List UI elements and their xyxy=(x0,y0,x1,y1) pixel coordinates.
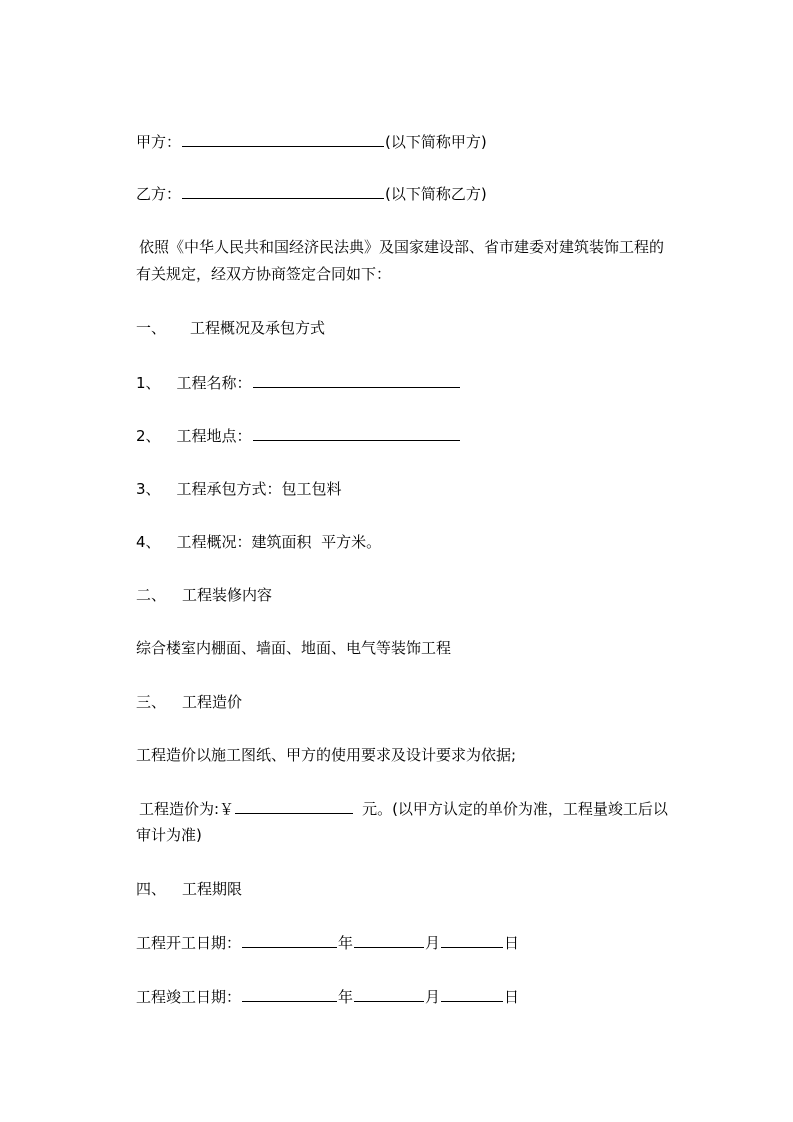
end-month-label: 月 xyxy=(425,988,441,1006)
item-1-number: 1、 xyxy=(136,374,161,392)
party-a-line xyxy=(136,131,487,151)
start-date-label: 工程开工日期： xyxy=(136,934,242,952)
item-3-label: 工程承包方式：包工包料 xyxy=(176,480,342,498)
section-1-number: 一、 xyxy=(136,319,167,337)
end-year-label: 年 xyxy=(338,988,354,1006)
start-month-blank[interactable] xyxy=(354,932,424,948)
start-month-label: 月 xyxy=(425,934,441,952)
section-3-title: 工程造价 xyxy=(182,693,243,711)
item-4-line xyxy=(136,532,381,552)
intro-line-2: 有关规定，经双方协商签定合同如下： xyxy=(136,265,392,283)
party-b-blank[interactable] xyxy=(182,183,384,199)
section-4-number: 四、 xyxy=(136,880,167,898)
item-3-line xyxy=(136,479,342,499)
start-date-line xyxy=(136,932,519,952)
party-a-suffix: (以下简称甲方) xyxy=(385,133,487,151)
end-date-line xyxy=(136,986,519,1006)
section-2-title: 工程装修内容 xyxy=(182,586,273,604)
price-line xyxy=(139,798,668,818)
price-line-2: 审计为准) xyxy=(136,826,202,844)
start-day-blank[interactable] xyxy=(441,932,503,948)
section-2-number: 二、 xyxy=(136,586,167,604)
item-4-number: 4、 xyxy=(136,533,161,551)
party-a-blank[interactable] xyxy=(182,131,384,147)
item-2-line xyxy=(136,425,461,445)
item-2-label: 工程地点： xyxy=(176,427,252,445)
section-4-title: 工程期限 xyxy=(182,880,243,898)
intro-line-1: 依照《中华人民共和国经济民法典》及国家建设部、省市建委对建筑装饰工程的 xyxy=(139,238,665,256)
section-3-heading xyxy=(136,692,242,712)
price-blank[interactable] xyxy=(235,798,353,814)
end-day-blank[interactable] xyxy=(441,986,503,1002)
item-4-label: 工程概况：建筑面积 平方米。 xyxy=(176,533,382,551)
section-3-body: 工程造价以施工图纸、甲方的使用要求及设计要求为依据; xyxy=(136,746,517,764)
end-date-label: 工程竣工日期： xyxy=(136,988,242,1006)
section-1-title: 工程概况及承包方式 xyxy=(190,319,326,337)
start-day-label: 日 xyxy=(504,934,520,952)
section-4-heading xyxy=(136,879,242,899)
item-1-label: 工程名称： xyxy=(176,374,252,392)
price-label: 工程造价为:￥ xyxy=(139,800,235,818)
item-1-line xyxy=(136,372,461,392)
party-a-label: 甲方： xyxy=(136,133,182,151)
item-2-number: 2、 xyxy=(136,427,161,445)
section-2-heading xyxy=(136,585,272,605)
end-year-blank[interactable] xyxy=(242,986,337,1002)
party-b-line xyxy=(136,183,487,203)
section-3-number: 三、 xyxy=(136,693,167,711)
party-b-suffix: (以下简称乙方) xyxy=(385,185,487,203)
end-day-label: 日 xyxy=(504,988,520,1006)
section-2-body: 综合楼室内棚面、墙面、地面、电气等装饰工程 xyxy=(136,639,452,657)
project-name-blank[interactable] xyxy=(253,372,460,388)
price-suffix: 元。(以甲方认定的单价为准，工程量竣工后以 xyxy=(362,800,668,818)
item-3-number: 3、 xyxy=(136,480,161,498)
start-year-blank[interactable] xyxy=(242,932,337,948)
end-month-blank[interactable] xyxy=(354,986,424,1002)
party-b-label: 乙方： xyxy=(136,185,182,203)
project-location-blank[interactable] xyxy=(253,425,460,441)
section-1-heading xyxy=(136,318,325,338)
start-year-label: 年 xyxy=(338,934,354,952)
